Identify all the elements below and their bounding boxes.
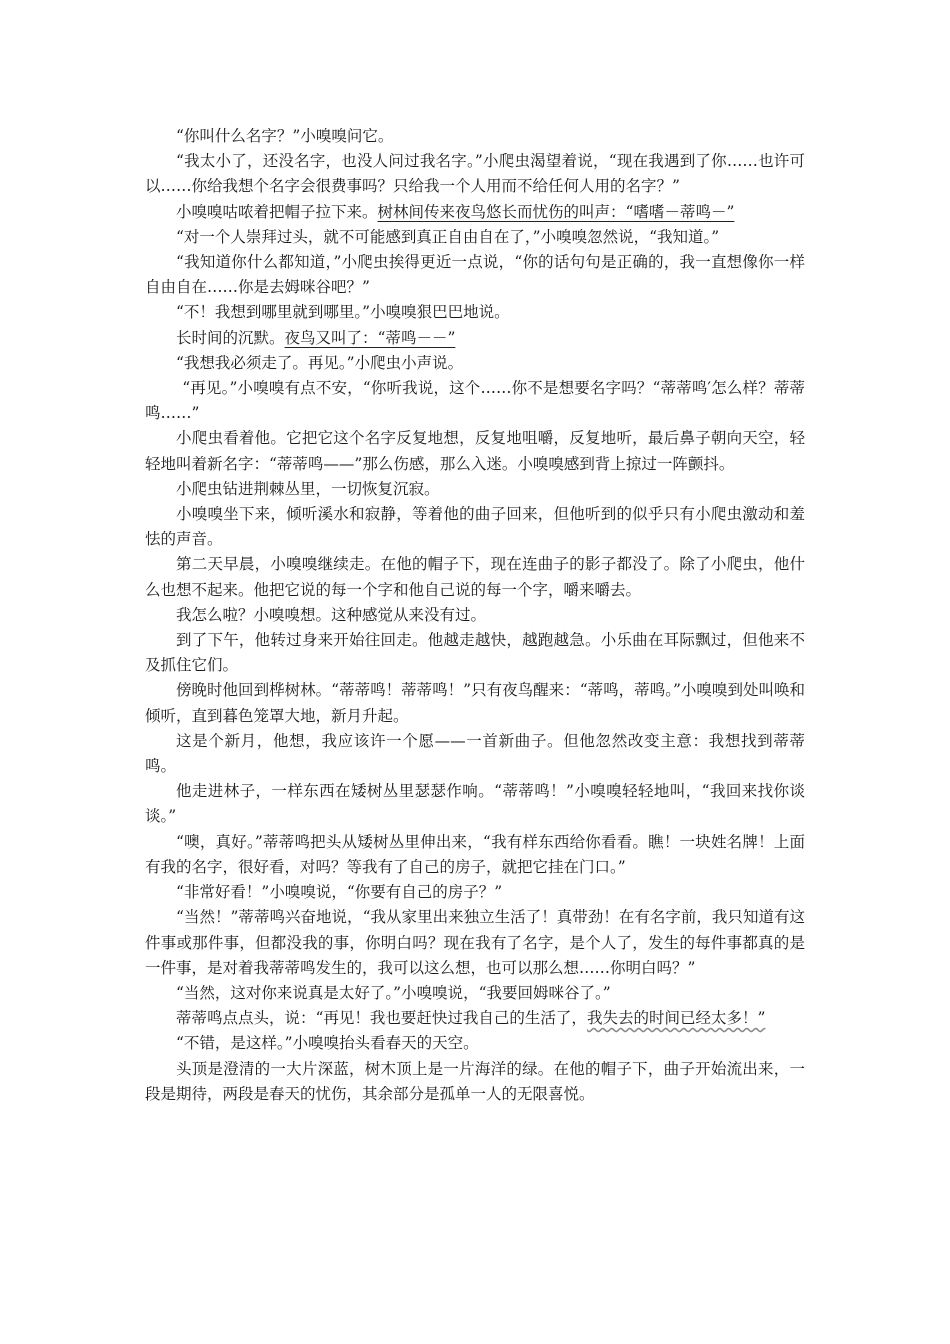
paragraph-text: 他走进林子，一样东西在矮树丛里瑟瑟作响。“蒂蒂鸣！”小嗅嗅轻轻地叫，“我回来找你谈谈。” [145, 782, 805, 826]
paragraph-text: 傍晚时他回到桦树林。“蒂蒂鸣！蒂蒂鸣！”只有夜鸟醒来：“蒂鸣，蒂鸣。”小嗅嗅到处叫唤和倾听，直到暮色笼罩大地，新月升起。 [145, 681, 805, 725]
paragraph-text: 到了下午，他转过身来开始往回走。他越走越快，越跑越急。小乐曲在耳际飘过，但他来不及抓住它们。 [145, 631, 805, 675]
paragraph [145, 326, 805, 351]
paragraph [145, 830, 805, 880]
paragraph-text: “再见。”小嗅嗅有点不安，“你听我说，这个……你不是想要名字吗？“蒂蒂鸣′怎么样？蒂蒂鸣……” [145, 379, 805, 423]
paragraph-text: “对一个人崇拜过头，就不可能感到真正自由自在了，”小嗅嗅忽然说，“我知道。” [176, 227, 720, 246]
paragraph-text: 这是个新月，他想，我应该许一个愿——一首新曲子。但他忽然改变主意：我想找到蒂蒂鸣。 [145, 731, 805, 776]
paragraph [145, 426, 805, 476]
paragraph-text: “当然！”蒂蒂鸣兴奋地说，“我从家里出来独立生活了！真带劲！在有名字前，我只知道有这件事或那件事，但都没我的事，你明白吗？现在我有了名字，是个人了，发生的每件事都真的是一件事，是对着我蒂蒂鸣发生的，我可以这么想，也可以那么想……你明白吗？” [145, 908, 805, 977]
story-text-body [145, 124, 805, 1107]
paragraph [145, 376, 805, 426]
paragraph [145, 1057, 805, 1107]
paragraph [145, 250, 805, 300]
paragraph-text: 小嗅嗅咕哝着把帽子拉下来。 [176, 202, 378, 221]
paragraph [145, 124, 805, 149]
paragraph-text: 小爬虫看着他。它把它这个名字反复地想，反复地咀嚼，反复地听，最后鼻子朝向天空，轻轻地叫着新名字：“蒂蒂鸣——”那么伤感，那么入迷。小嗅嗅感到背上掠过一阵颤抖。 [145, 429, 805, 473]
paragraph-text: “不错，是这样。”小嗅嗅抬头看春天的天空。 [176, 1034, 479, 1053]
paragraph [145, 1006, 805, 1031]
paragraph-text: “你叫什么名字？”小嗅嗅问它。 [176, 127, 394, 145]
paragraph [145, 300, 805, 325]
paragraph-text: 小爬虫钻进荆棘丛里，一切恢复沉寂。 [176, 479, 440, 498]
paragraph [145, 981, 805, 1006]
paragraph [145, 351, 805, 376]
paragraph [145, 552, 805, 602]
paragraph [145, 200, 805, 225]
paragraph-text: 第二天早晨，小嗅嗅继续走。在他的帽子下，现在连曲子的影子都没了。除了小爬虫，他什么也想不起来。他把它说的每一个字和他自己说的每一个字，嚼来嚼去。 [145, 555, 805, 599]
paragraph-text: 长时间的沉默。 [176, 328, 285, 347]
paragraph [145, 225, 805, 250]
paragraph-text: “非常好看！”小嗅嗅说，“你要有自己的房子？” [176, 883, 503, 902]
paragraph [145, 149, 805, 199]
underlined-sentence: 夜鸟又叫了：“蒂鸣－－” [284, 328, 456, 347]
paragraph-text: “噢，真好。”蒂蒂鸣把头从矮树丛里伸出来，“我有样东西给你看看。瞧！一块姓名牌！上面有我的名字，很好看，对吗？等我有了自己的房子，就把它挂在门口。” [145, 832, 805, 876]
paragraph [145, 729, 805, 779]
paragraph-text: 头顶是澄清的一大片深蓝，树木顶上是一片海洋的绿。在他的帽子下，曲子开始流出来，一段是期待，两段是春天的忧伤，其余部分是孤单一人的无限喜悦。 [145, 1059, 805, 1103]
underlined-sentence: 树林间传来夜鸟悠长而忧伤的叫声：“嗜嗜－蒂鸣－” [377, 202, 735, 221]
paragraph-text: “我太小了，还没名字，也没人问过我名字。”小爬虫渴望着说，“现在我遇到了你……也许可以……你给我想个名字会很费事吗？只给我一个人用而不给任何人用的名字？” [145, 152, 805, 196]
paragraph [145, 477, 805, 502]
paragraph [145, 678, 805, 728]
paragraph [145, 502, 805, 552]
paragraph-text: 蒂蒂鸣点点头，说：“再见！我也要赶快过我自己的生活了， [176, 1009, 587, 1028]
paragraph-text: “不！我想到哪里就到哪里。”小嗅嗅狠巴巴地说。 [176, 303, 510, 322]
paragraph-text: 小嗅嗅坐下来，倾听溪水和寂静，等着他的曲子回来，但他听到的似乎只有小爬虫激动和羞怯的声音。 [145, 505, 805, 549]
paragraph-text: “当然，这对你来说真是太好了。”小嗅嗅说，“我要回姆咪谷了。” [176, 983, 611, 1002]
wavy-underlined-sentence: 我失去的时间已经太多！” [586, 1009, 766, 1028]
paragraph [145, 880, 805, 905]
paragraph [145, 603, 805, 628]
paragraph [145, 628, 805, 678]
paragraph-text: “我知道你什么都知道，”小爬虫挨得更近一点说，“你的话句句是正确的，我一直想像你一样自由自在……你是去姆咪谷吧？” [145, 253, 805, 297]
paragraph [145, 1031, 805, 1056]
paragraph-text: “我想我必须走了。再见。”小爬虫小声说。 [176, 353, 464, 372]
paragraph [145, 779, 805, 829]
paragraph-text: 我怎么啦？小嗅嗅想。这种感觉从来没有过。 [176, 605, 487, 624]
paragraph [145, 905, 805, 981]
